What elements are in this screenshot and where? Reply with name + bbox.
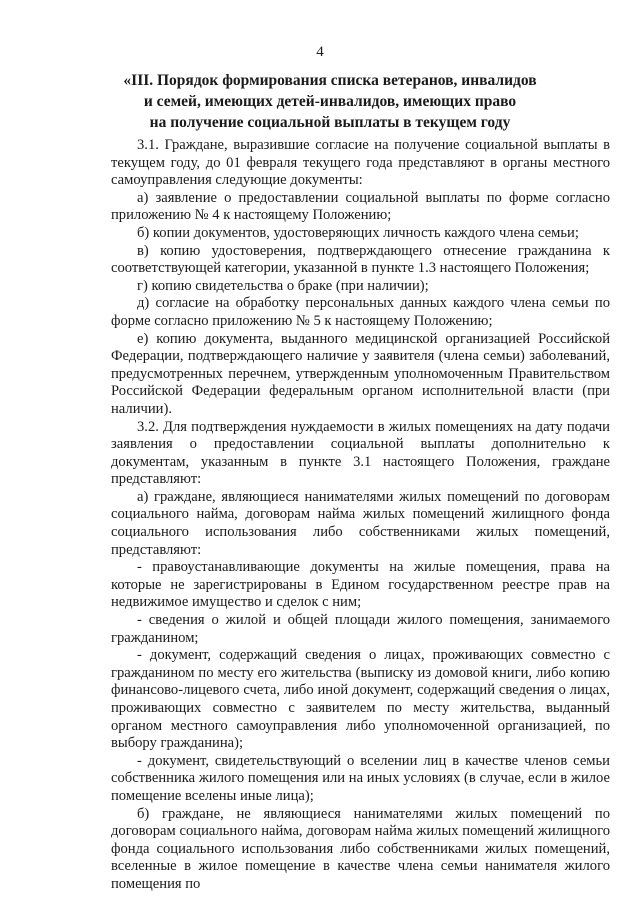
section-heading — [60, 70, 600, 133]
paragraph-3-1-v: в) копию удостоверения, подтверждающего отнесение гражданина к соответствующей категории, указанной в пункте 1.3 настоящего Положения; — [111, 242, 610, 277]
paragraph-3-2: 3.2. Для подтверждения нуждаемости в жилых помещениях на дату подачи заявления о предоставлении социальной выплаты дополнительно к документам, указанным в пункте 3.1 настоящего Положения, граждане представляют: — [111, 418, 610, 488]
list-item-residents-document: - документ, содержащий сведения о лицах, проживающих совместно с гражданином по месту его жительства (выписку из домовой книги, либо копию финансово-лицевого счета, либо иной документ, содержащий сведения о лицах, проживающих совместно с заявителем по месту жительства, выданный органом местного самоуправления либо уполномоченной организацией, по выбору гражданина); — [111, 647, 610, 752]
list-item-area-info: - сведения о жилой и общей площади жилого помещения, занимаемого гражданином; — [111, 612, 610, 646]
heading-line-3: на получение социальной выплаты в текущем году — [149, 114, 511, 131]
paragraph-3-1-a: а) заявление о предоставлении социальной выплаты по форме согласно приложению № 4 к настоящему Положению; — [111, 189, 610, 224]
heading-line-1: «III. Порядок формирования списка ветеранов, инвалидов — [123, 72, 537, 89]
heading-line-2: и семей, имеющих детей-инвалидов, имеющих право — [143, 93, 517, 110]
list-item-settlement-document: - документ, свидетельствующий о вселении лиц в качестве членов семьи собственника жилого помещения или на иных условиях (в случае, если в жилое помещение вселены иные лица); — [111, 752, 610, 804]
document-body — [111, 137, 610, 894]
list-item-title-documents: - правоустанавливающие документы на жилые помещения, права на которые не зарегистрированы в Едином государственном реестре прав на недвижимое имущество и сделок с ним; — [111, 559, 610, 611]
paragraph-3-2-b: б) граждане, не являющиеся нанимателями жилых помещений по договорам социального найма, договорам найма жилых помещений жилищного фонда социального использования либо собственниками жилых помещений, вселенные в жилое помещение в качестве члена семьи нанимателя жилого помещения по — [111, 805, 610, 892]
paragraph-3-1-b: б) копии документов, удостоверяющих личность каждого члена семьи; — [137, 224, 579, 241]
page-number: 4 — [316, 44, 324, 60]
paragraph-3-1-g: г) копию свидетельства о браке (при наличии); — [137, 277, 429, 294]
paragraph-3-2-a: а) граждане, являющиеся нанимателями жилых помещений по договорам социального найма, договорам найма жилых помещений жилищного фонда социального использования либо собственниками жилых помещений, представляют: — [111, 488, 610, 558]
paragraph-3-1-d: д) согласие на обработку персональных данных каждого члена семьи по форме согласно приложению № 5 к настоящему Положению; — [111, 295, 610, 329]
paragraph-3-1-e: е) копию документа, выданного медицинской организацией Российской Федерации, подтверждающего наличие у заявителя (члена семьи) заболеваний, предусмотренных перечнем, утвержденным уполномоченным Правительством Российской Федерации федеральным органом исполнительной власти (при наличии). — [111, 330, 610, 417]
paragraph-3-1: 3.1. Граждане, выразившие согласие на получение социальной выплаты в текущем году, до 01 февраля текущего года представляют в органы местного самоуправления следующие документы: — [111, 137, 610, 189]
